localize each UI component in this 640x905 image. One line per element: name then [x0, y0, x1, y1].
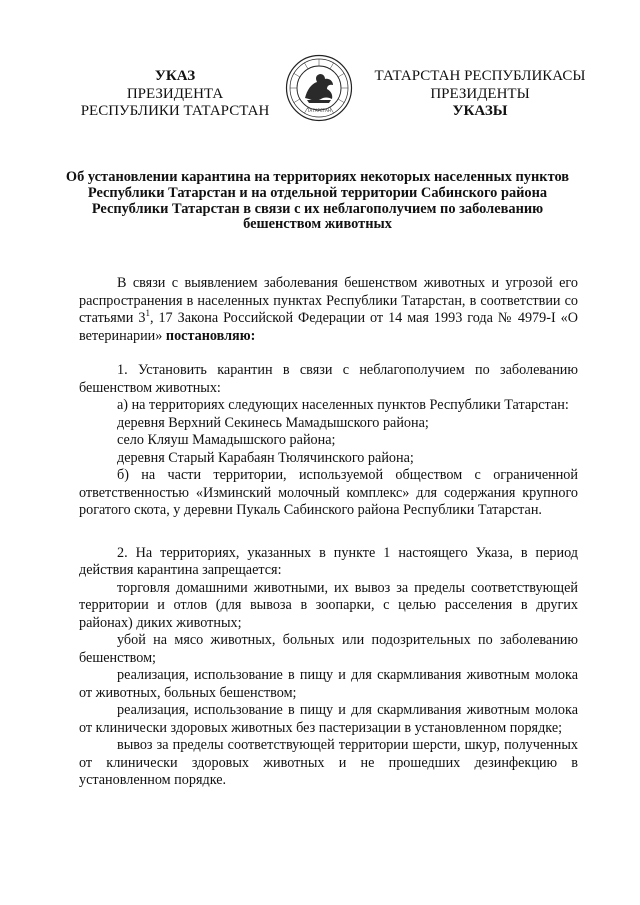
header-right-line-3: УКАЗЫ: [452, 103, 508, 119]
decree-title: Об установлении карантина на территориях некоторых населенных пунктов Республики Татарстан и на отдельной территории Сабинского района Республики Татарстан в связи с их неблагополучием по заболеванию бешенством животных: [65, 169, 570, 233]
body-paragraph: торговля домашними животными, их вывоз за пределы соответствующей территории и отлов (для вывоза в зоопарки, с целью расселения в других районах) диких животных;: [79, 579, 578, 631]
body-paragraph: вывоз за пределы соответствующей территории шерсти, шкур, полученных от клинически здоровых животных и не прошедших дезинфекцию в установленном порядке.: [79, 737, 578, 788]
body-paragraph: 1. Установить карантин в связи с неблагополучием по заболеванию бешенством животных:: [79, 362, 578, 396]
body-paragraph: а) на территориях следующих населенных пунктов Республики Татарстан:: [117, 397, 569, 413]
header-right-line-1: ТАТАРСТАН РЕСПУБЛИКАСЫ: [374, 68, 586, 84]
preamble-paragraph: [79, 275, 578, 345]
coat-of-arms-seal: [285, 54, 353, 122]
header-left-line-3: РЕСПУБЛИКИ ТАТАРСТАН: [80, 103, 270, 119]
body-paragraph: реализация, использование в пищу и для скармливания животным молока от клинически здоровых животных без пастеризации в установленном порядке;: [79, 702, 578, 736]
preamble-text-1: В связи с выявлением заболевания бешенством животных и угрозой его распространения в населенных пунктах Республики Татарстан, в соответствии со статьями 3: [79, 275, 578, 326]
paragraph-list: [79, 362, 578, 790]
preamble-superscript: 1: [145, 308, 150, 318]
header-left-line-1: УКАЗ: [154, 68, 196, 84]
preamble-emphasis: постановляю:: [165, 327, 256, 344]
header-right: [360, 68, 600, 121]
header-left-line-2: ПРЕЗИДЕНТА: [126, 85, 224, 102]
body-paragraph: 2. На территориях, указанных в пункте 1 настоящего Указа, в период действия карантина запрещается:: [79, 544, 578, 578]
decree-body: [79, 275, 578, 790]
header-left: [60, 68, 290, 121]
header-right-line-2: ПРЕЗИДЕНТЫ: [430, 85, 530, 102]
body-paragraph: убой на мясо животных, больных или подозрительных по заболеванию бешенством;: [79, 632, 578, 666]
body-paragraph: село Кляуш Мамадышского района;: [117, 432, 336, 448]
svg-text:ТАТАРСТАН: ТАТАРСТАН: [307, 108, 331, 113]
preamble-text-2: , 17 Закона Российской Федерации от 14 мая 1993 года № 4979-I «О ветеринарии»: [79, 310, 578, 344]
body-paragraph: б) на части территории, используемой обществом с ограниченной ответственностью «Изминский молочный комплекс» для содержания крупного рогатого скота, у деревни Пукаль Сабинского района Республики Татарстан.: [79, 467, 578, 518]
body-paragraph: деревня Старый Карабаян Тюлячинского района;: [117, 449, 414, 466]
body-paragraph: реализация, использование в пищу и для скармливания животным молока от животных, больных бешенством;: [79, 667, 578, 701]
body-paragraph: деревня Верхний Секинесь Мамадышского района;: [117, 414, 429, 431]
